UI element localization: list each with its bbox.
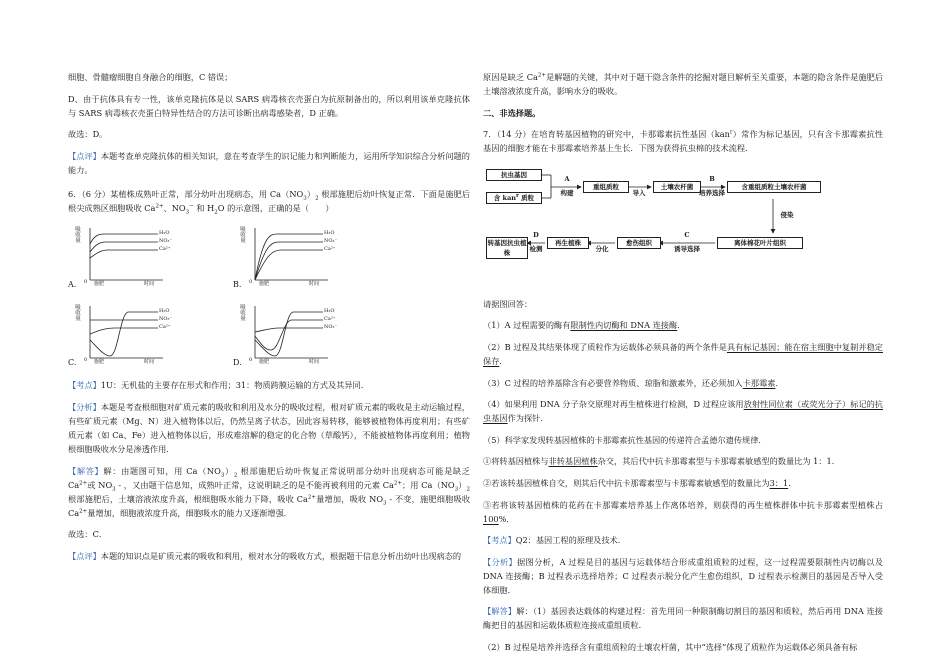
graph-a-xlabel-time: 时间 [144, 281, 155, 288]
flow-box-kan-text: 质粒 [518, 193, 535, 202]
graph-c-origin: 0 [84, 357, 88, 364]
sup-2plus: 2+ [537, 72, 546, 79]
graph-d-origin: 0 [249, 357, 253, 364]
answer-5-2-end: ． [788, 477, 797, 488]
sup-2plus: 2+ [307, 493, 316, 500]
flow-label-c: C [684, 230, 690, 239]
question-6 [68, 187, 470, 215]
sup-r: r [729, 129, 733, 136]
fenxi-tag: 【分析】 [68, 401, 101, 412]
jieda-block [68, 464, 470, 520]
jieda-text-part: ；用 Ca（NO [402, 479, 455, 490]
sub-2: 2 [315, 195, 319, 202]
graph-b-legend-ca: Ca²⁺ [324, 246, 336, 253]
graph-b-legend-no3: NO₃⁻ [324, 238, 338, 245]
kaodian-block-right [483, 533, 883, 547]
graph-c-xlabel-time: 时间 [144, 359, 155, 366]
jieda-text-part: 根部施肥后幼叶恢复正常说明部分幼叶出现病态可能是缺乏 Ca [68, 465, 470, 490]
jieda-block-right [483, 604, 883, 632]
answer-1-prompt: （1）A 过程需要的酶有 [483, 320, 571, 331]
graph-d[interactable] [233, 300, 353, 370]
answer-5-3 [483, 498, 883, 526]
graph-a-origin: 0 [84, 279, 88, 286]
continuation-paragraph [483, 70, 883, 98]
answer-choice-d: 故选：D。 [68, 129, 108, 140]
continuation-part: 原因是缺乏 Ca [483, 72, 538, 82]
answer-1-fill: 限制性内切酶和 DNA 连接酶 [570, 320, 678, 331]
graph-d-legend-no3: NO₃⁻ [324, 324, 338, 331]
sub-3: 3 [185, 209, 190, 216]
sub-3: 3 [454, 486, 459, 493]
graph-d-ylabel: 吸收量 [239, 304, 245, 321]
graph-b-legend-h2o: H₂O [324, 230, 335, 237]
flow-box-leaf-tissue: 离体棉花叶片组织 [717, 237, 803, 249]
graph-d-legend-ca: Ca²⁺ [324, 316, 336, 323]
paragraph-d-correct: D、由于抗体具有专一性，该单克隆抗体是以 SARS 病毒核衣壳蛋白为抗原制备出的，所以利用该单克隆抗体与 SARS 病毒核衣壳蛋白特异性结合的方法可诊断出病毒感染者，D 正确。 [68, 93, 470, 118]
graph-d-svg [233, 300, 363, 372]
question-6-number: 6． [68, 188, 82, 199]
kaodian-block [68, 378, 470, 392]
flow-box-recombinant-plasmid: 重组质粒 [583, 181, 629, 193]
q6-text-part: 某植株成熟叶正常，部分幼叶出现病态，用 Ca（NO [110, 188, 304, 199]
answer-5-2-prompt: ②若该转基因植株自交，则其后代中抗卡那霉素型与卡那霉素敏感型的数量比为 [483, 477, 770, 488]
answer-3-prompt: （3）C 过程的培养基除含有必要营养物质、琼脂和激素外，还必须加入 [483, 377, 743, 388]
sup-2plus: 2+ [393, 479, 403, 486]
graph-b-svg [233, 222, 363, 294]
answer-5-1-end: 杂交，其后代中抗卡那霉素型与卡那霉素敏感型的数量比为 1：1． [597, 456, 840, 467]
graph-c-svg [68, 300, 198, 372]
jieda-text-part: 解：由题图可知，用 Ca（NO [103, 465, 221, 476]
graph-c[interactable] [68, 300, 188, 370]
answer-2-fill: 具有标记基因；能在宿主细胞中复制并稳定保存 [483, 341, 883, 366]
graph-c-letter: C. [68, 358, 77, 368]
kaodian-text-right: Q2：基因工程的原理及技术． [515, 535, 626, 546]
answer-1-end: ． [677, 320, 686, 331]
comment2-text: 本题的知识点是矿质元素的吸收和利用，根对水分的吸收方式，根据题干信息分析出幼叶出现病态的 [100, 550, 462, 561]
jieda-text-part: 或 NO [87, 479, 113, 490]
continuation-part: 是解题的关键，其中对于题干隐含条件的挖掘对题目解析至关重要，本题的隐含条件是施肥后土壤溶液浓度升高，影响水分的吸收。 [483, 72, 883, 96]
comment-text: 本题考查单克隆抗体的相关知识，意在考查学生的识记能力和判断能力，运用所学知识综合分析问题的能力。 [68, 150, 470, 175]
q7-text-part: 在培育转基因植物的研究中，卡那霉素抗性基因（kan [530, 129, 730, 140]
fenxi-block [68, 400, 470, 456]
sub-2: 2 [233, 472, 238, 479]
right-column [483, 70, 883, 662]
flow-label-differentiate: 分化 [595, 244, 609, 253]
flow-label-construct: 构建 [560, 188, 574, 197]
flow-box-callus: 愈伤组织 [617, 237, 661, 249]
sup-r: r [516, 192, 519, 199]
graph-b-origin: 0 [249, 279, 253, 286]
answer-4-fill: 放射性同位素（或荧光分子）标记的抗虫基因 [483, 399, 883, 424]
jieda-text-part: ） [458, 479, 467, 490]
q7-text-part: ）常作为标记基因，只有含卡那霉素抗性基因的细胞才能在卡那霉素培养基上生长．下图为获得抗虫棉的技术流程． [483, 129, 884, 154]
comment-tag: 【点评】 [68, 150, 101, 161]
graph-a-svg [68, 222, 198, 294]
graph-a-legend-h2o: H₂O [159, 230, 170, 237]
question-7-score: （14 分） [496, 129, 531, 140]
graph-a[interactable] [68, 222, 188, 292]
graph-c-legend-no3: NO₃⁻ [159, 316, 173, 323]
sub-3: 3 [303, 195, 307, 202]
answer-intro: 请据图回答： [483, 298, 533, 309]
answer-3 [483, 376, 883, 390]
flow-label-infect: 侵染 [780, 210, 794, 219]
flow-label-select: 培养选择 [699, 188, 725, 197]
answer-choice-c: 故选：C． [68, 529, 108, 540]
jieda-text-part: 根部施肥后，土壤溶液浓度升高，根细胞吸水能力下降，吸收 Ca [68, 493, 308, 504]
question-6-score: （6 分） [81, 188, 111, 199]
graph-d-xlabel-time: 时间 [309, 359, 320, 366]
graph-b-xlabel-time: 时间 [309, 281, 320, 288]
flow-diagram [483, 163, 883, 293]
answer-5-1-fill: 非转基因植株 [548, 456, 598, 467]
comment2-tag: 【点评】 [68, 550, 101, 561]
graph-d-xlabel-apply: 施肥 [259, 359, 270, 366]
sup-2plus: 2+ [79, 479, 88, 486]
graph-b-letter: B. [233, 280, 242, 290]
question-7-number: 7． [483, 129, 497, 140]
graph-d-legend-h2o: H₂O [324, 308, 335, 315]
left-column [68, 70, 470, 570]
graph-d-letter: D. [233, 358, 242, 368]
flow-box-kan-text: 含 kan [493, 193, 517, 202]
flow-label-induce: 诱导选择 [674, 244, 700, 253]
jieda-block-right-2: （2）B 过程是培养并选择含有重组质粒的土壤农杆菌，其中“选择”体现了质粒作为运载体必须具备有标 [483, 641, 858, 652]
graph-b-xlabel-apply: 施肥 [259, 281, 270, 288]
answer-5-3-fill: 100 [483, 513, 499, 524]
q6-text-part: ） [306, 188, 316, 199]
q6-text-part: 根部施肥后幼叶恢复正常．下面是施肥后根尖成熟区细胞吸收 Ca [68, 188, 470, 213]
answer-5-1 [483, 454, 883, 468]
fenxi-text: 本题是考查根细胞对矿质元素的吸收和利用及水分的吸收过程，根对矿质元素的吸收是主动运输过程，有些矿质元素（Mg、N）进入植物体以后，仍然呈离子状态，因此容易转移，能够被植物体再度利用；有些矿质元素（如 Ca、Fe）进入植物体以后，形成难溶解的稳定的化合物（草酸钙），不能被植物体再度利用；植物根细胞吸收水分是渗透作用． [68, 401, 470, 454]
flow-box-agrobacterium: 土壤农杆菌 [653, 181, 701, 193]
paragraph-c-wrong: 细胞、骨髓瘤细胞自身融合的细胞，C 错误； [68, 72, 233, 82]
answer-5-2-fill: 3：1 [769, 477, 789, 488]
section-heading: 二、非选择题。 [483, 107, 541, 118]
fenxi-tag-right: 【分析】 [483, 556, 518, 567]
graph-a-xlabel-apply: 施肥 [94, 281, 105, 288]
sup-minus: − [189, 203, 194, 210]
sup-2plus: 2+ [155, 203, 164, 210]
answer-2-end: ． [499, 355, 508, 366]
answer-5-3-prompt: ③若将该转基因植株的花药在卡那霉素培养基上作离体培养，则获得的再生植株群体中抗卡那霉素型植株占 [483, 499, 883, 510]
graph-b-ylabel: 吸收量 [239, 226, 245, 243]
answer-2 [483, 340, 883, 368]
flow-label-d: D [533, 230, 539, 239]
answer-5: （5）科学家发现转基因植株的卡那霉素抗性基因的传递符合孟德尔遗传规律． [483, 434, 767, 445]
sub-3: 3 [112, 486, 116, 493]
q6-text-part: 、NO [163, 202, 186, 213]
graph-b[interactable] [233, 222, 353, 292]
comment2-block [68, 549, 470, 563]
sub-2: 2 [466, 486, 470, 493]
jieda-text-part: - ，又由题干信息知，成熟叶正常，这说明缺乏的是不能再被利用的元素 Ca [115, 479, 394, 490]
flow-box-bt-gene: 抗虫基因 [486, 169, 542, 181]
question-7 [483, 127, 883, 155]
graph-c-xlabel-apply: 施肥 [94, 359, 105, 366]
graph-a-letter: A. [68, 280, 77, 290]
jieda-text-part: - 不变，施肥细胞吸收 Ca [68, 493, 471, 518]
jieda-text-part: ） [224, 465, 234, 476]
graph-a-legend-no3: NO₃⁻ [159, 238, 173, 245]
sub-2: 2 [214, 209, 218, 216]
answer-1 [483, 318, 883, 332]
fenxi-text-right: 据图分析，A 过程是目的基因与运载体结合形成重组质粒的过程，这一过程需要限制性内切酶以及 DNA 连接酶；B 过程表示选择培养；C 过程表示脱分化产生愈伤组织，D 过程表示检测目的基因是否导入受体细胞． [483, 556, 883, 595]
fenxi-block-right [483, 555, 883, 597]
graph-a-ylabel: 吸收量 [74, 226, 80, 243]
answer-5-2 [483, 476, 883, 490]
jieda-text-right: 解：（1）基因表达载体的构建过程：首先用同一种限制酶切割目的基因和质粒，然后再用 DNA 连接酶把目的基因和运载体质粒连接成重组质粒． [483, 606, 883, 631]
graph-a-legend-ca: Ca²⁺ [159, 246, 171, 253]
jieda-text-part: 量增加，吸收 NO [315, 493, 384, 504]
jieda-tag-right: 【解答】 [483, 606, 517, 617]
answer-4-end: 作为探针． [507, 413, 549, 424]
answer-3-fill: 卡那霉素 [742, 377, 776, 388]
sub-3: 3 [220, 472, 225, 479]
answer-5-1-prompt: ①将转基因植株与 [483, 456, 549, 467]
sup-2plus: 2+ [79, 507, 88, 514]
graph-c-legend-h2o: H₂O [159, 308, 170, 315]
answer-5-3-end: %． [498, 513, 515, 524]
graph-c-ylabel: 吸收量 [74, 304, 80, 321]
flow-box-kan-plasmid [486, 192, 542, 204]
answer-2-prompt: （2）B 过程及其结果体现了质粒作为运载体必须具备的两个条件是 [483, 341, 727, 352]
flow-box-transgenic-plant: 转基因抗虫植株 [487, 238, 527, 257]
sub-3: 3 [383, 500, 387, 507]
kaodian-text: 1U：无机盐的主要存在形式和作用；31：物质跨膜运输的方式及其异同． [100, 380, 369, 391]
jieda-text-part: 量增加，细胞液浓度升高，细胞吸水的能力又逐渐增强． [87, 507, 292, 518]
option-graphs [68, 222, 470, 372]
q6-text-part: 和 H [193, 202, 215, 213]
comment-block [68, 149, 470, 177]
answer-4-prompt: （4）如果利用 DNA 分子杂交原理对再生植株进行检测，D 过程应该用 [483, 399, 744, 410]
kaodian-tag-right: 【考点】 [483, 535, 516, 546]
q6-text-part: O 的示意图，正确的是（ ） [217, 202, 334, 213]
graph-c-legend-ca: Ca²⁺ [159, 324, 171, 331]
flow-label-detect: 检测 [529, 244, 543, 253]
flow-label-b: B [709, 174, 715, 183]
kaodian-tag: 【考点】 [68, 380, 101, 391]
flow-label-import: 导入 [632, 188, 646, 197]
flow-box-regenerated-plant: 再生植株 [547, 237, 589, 249]
answer-4 [483, 397, 883, 425]
flow-label-a: A [564, 174, 570, 183]
answer-3-end: ． [775, 377, 784, 388]
flow-box-agro-recombinant: 含重组质粒土壤农杆菌 [727, 181, 821, 193]
jieda-tag: 【解答】 [68, 465, 104, 476]
